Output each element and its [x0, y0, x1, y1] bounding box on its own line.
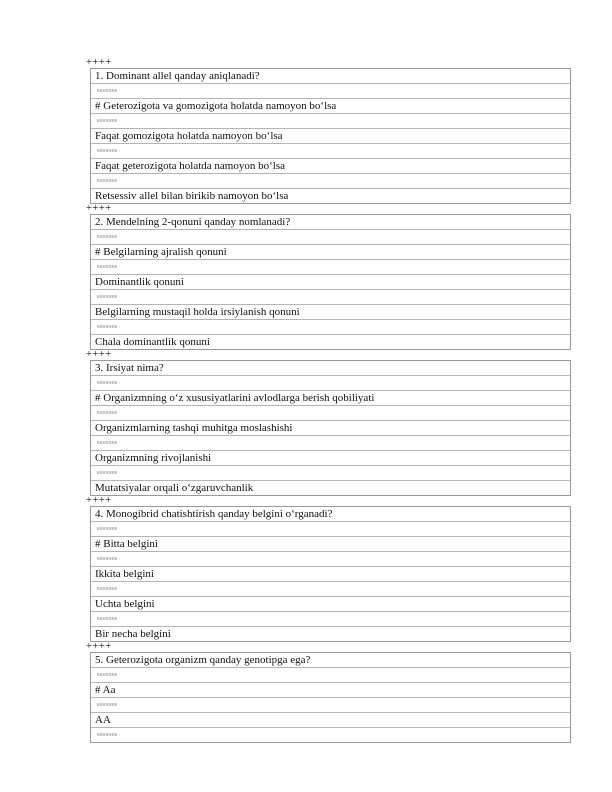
divider-mark: [97, 673, 117, 676]
correct-answer-option: # Bitta belgini: [91, 537, 570, 552]
divider-mark: [97, 149, 117, 152]
option-divider: [91, 668, 570, 683]
divider-mark: [97, 381, 117, 384]
divider-mark: [97, 325, 117, 328]
question-separator: ++++: [86, 495, 112, 506]
question-separator: ++++: [86, 57, 112, 68]
divider-mark: [97, 527, 117, 530]
question-table: [90, 506, 571, 642]
option-divider: [91, 114, 570, 129]
answer-option: Retsessiv allel bilan birikib namoyon bo‘lsa: [95, 190, 289, 202]
answer-option: Organizmlarning tashqi muhitga moslashishi: [91, 421, 570, 436]
question-table: [90, 652, 571, 743]
option-divider: [91, 522, 570, 537]
option-divider: [91, 290, 570, 305]
option-divider: [91, 728, 570, 742]
option-divider: [91, 144, 570, 159]
correct-answer-option: # Belgilarning ajralish qonuni: [91, 245, 570, 260]
answer-option: Chala dominantlik qonuni: [95, 336, 210, 348]
answer-option: Bir necha belgini: [95, 628, 171, 640]
option-divider: [91, 320, 570, 335]
question-table: [90, 214, 571, 350]
option-divider: [91, 466, 570, 481]
test-document: [86, 58, 570, 743]
answer-option: Uchta belgini: [91, 597, 570, 612]
divider-mark: [97, 703, 117, 706]
answer-option: AA: [91, 713, 570, 728]
answer-option: Ikkita belgini: [91, 567, 570, 582]
option-divider: [91, 174, 570, 189]
option-divider: [91, 406, 570, 421]
question-block: [86, 350, 570, 496]
question-text: 4. Monogibrid chatishtirish qanday belgini o‘rganadi?: [91, 507, 570, 522]
option-divider: [91, 582, 570, 597]
option-divider: [91, 612, 570, 627]
question-text: 5. Geterozigota organizm qanday genotipga ega?: [91, 653, 570, 668]
question-text: 3. Irsiyat nima?: [91, 361, 570, 376]
answer-option: Dominantlik qonuni: [91, 275, 570, 290]
divider-mark: [97, 441, 117, 444]
divider-mark: [97, 179, 117, 182]
question-block: [86, 204, 570, 350]
answer-option: Faqat gomozigota holatda namoyon bo‘lsa: [91, 129, 570, 144]
divider-mark: [97, 265, 117, 268]
correct-answer-option: # Aa: [91, 683, 570, 698]
divider-mark: [97, 235, 117, 238]
option-divider: [91, 436, 570, 451]
question-block: [86, 642, 570, 743]
answer-option: Faqat geterozigota holatda namoyon bo‘lsa: [91, 159, 570, 174]
option-divider: [91, 376, 570, 391]
answer-option: Belgilarning mustaqil holda irsiylanish qonuni: [91, 305, 570, 320]
question-table: [90, 68, 571, 204]
question-separator: ++++: [86, 349, 112, 360]
divider-mark: [97, 617, 117, 620]
correct-answer-option: # Organizmning o‘z xususiyatlarini avlodlarga berish qobiliyati: [91, 391, 570, 406]
answer-option: Organizmning rivojlanishi: [91, 451, 570, 466]
option-divider: [91, 698, 570, 713]
divider-mark: [97, 119, 117, 122]
question-separator: ++++: [86, 641, 112, 652]
option-divider: [91, 230, 570, 245]
correct-answer-option: # Geterozigota va gomozigota holatda namoyon bo‘lsa: [91, 99, 570, 114]
option-divider: [91, 84, 570, 99]
question-text: 1. Dominant allel qanday aniqlanadi?: [91, 69, 570, 84]
question-text: 2. Mendelning 2-qonuni qanday nomlanadi?: [91, 215, 570, 230]
divider-mark: [97, 89, 117, 92]
divider-mark: [97, 411, 117, 414]
answer-option: Mutatsiyalar orqali o‘zgaruvchanlik: [95, 482, 254, 494]
option-divider: [91, 260, 570, 275]
question-block: [86, 496, 570, 642]
divider-mark: [97, 557, 117, 560]
divider-mark: [97, 587, 117, 590]
divider-mark: [97, 471, 117, 474]
divider-mark: [97, 733, 117, 736]
question-block: [86, 58, 570, 204]
option-divider: [91, 552, 570, 567]
question-table: [90, 360, 571, 496]
divider-mark: [97, 295, 117, 298]
question-separator: ++++: [86, 203, 112, 214]
